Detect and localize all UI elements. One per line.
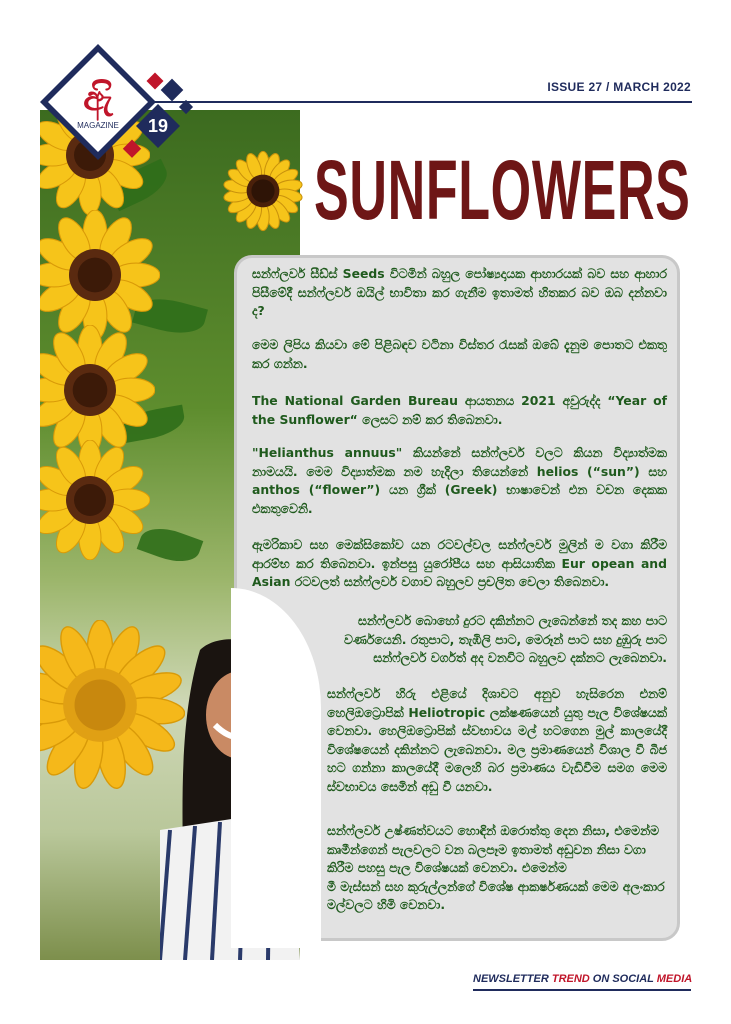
footer-brand xyxy=(473,973,691,995)
footer-rule xyxy=(473,989,691,991)
logo-number: 19 xyxy=(147,116,169,136)
paragraph: සන්ෆ්ලවර් සීඩ්ස් Seeds විටමින් බහුල පෝෂ්‍යදායක ආහාරයක් බව සහ ආහාර පිසීමේදී සන්ෆ්ලවර් ඔයිල් භාවිතා කර ගැනීම ඉතාමත් හිතකර බව ඔබ දන්නවා ද? xyxy=(252,266,667,319)
paragraph: "Helianthus annuus" කියන්නේ සන්ෆ්ලවර් වලට කියන විද්‍යාත්මක නාමයයි. මෙම විද්‍යාත්මක නම හැදිලා තියෙන්නේ helios (“sun”) සහ anthos (“flower”) යන ග්‍රීක් (Greek) භාෂාවෙන් එන වචන දෙකක එකතුවෙනි. xyxy=(252,445,667,516)
paragraph: සන්ෆ්ලවර් උෂ්ණත්වයට හොඳින් ඔරොත්තු දෙන නිසා, එමෙන්ම කෘමීන්ගෙන් පැලවලට වන බලපෑම ඉතාමත් අඩුවන නිසා වගා කිරීම පහසු පැල විශේෂයක් වෙනවා. එමෙන්ම මී මැස්සන් සහ කුරුල්ලන්ගේ විශේෂ ආකර්ෂණයක් මෙම අලංකාර මල්වලට හිමි වෙනවා. xyxy=(327,823,665,913)
paragraph: මෙම ලිපිය කියවා මේ පිළිබඳව වටිනා විස්තර රැසක් ඔබේ දැනුම පොතට එකතු කර ගන්න. xyxy=(252,337,667,371)
logo-glyph: ඇි xyxy=(83,79,113,119)
page-title: SUNFLOWERS xyxy=(314,143,691,237)
sunflower-icon xyxy=(40,325,155,455)
sunflower-icon xyxy=(40,210,160,340)
paragraph: සන්ෆ්ලවර් හිරු එළියේ දිශාවට අනුව හැසිරෙන එනම් හෙලිඔට්‍රොපික් Heliotropic ලක්ෂණයෙන් යුතු පැල විශේෂයක් වෙනවා. හෙලිඔට්‍රොපික් ස්වභාවය මල් හටගෙන මුල් කාලයේදී විශේෂයෙන් දකින්නට ලැබෙනවා. මල ප්‍රමාණයෙන් විශාල වී බීජ හට ගන්නා කාලයේදී මලෙහි බර ප්‍රමාණය වැඩිවීම සමග මෙම ස්වභාවය සෙමින් අඩු වී යනවා. xyxy=(327,686,667,794)
footer-part: NEWSLETTER xyxy=(473,973,552,985)
issue-label: ISSUE 27 / MARCH 2022 xyxy=(547,80,691,94)
footer-part: MEDIA xyxy=(656,973,693,985)
paragraph: සන්ෆ්ලවර් බොහෝ දුරට දකින්නට ලැබෙන්නේ තද කහ පාට වර්ණයෙනි. රතුපාට, තැඹිලි පාට, මෙරූන් පාට සහ දුඹුරු පාට සන්ෆ්ලවර් වර්ගත් අද වනවිට බහුලව දක්නට ලැබෙනවා. xyxy=(344,613,667,666)
sunflower-title-icon xyxy=(222,150,304,232)
footer-part: TREND xyxy=(551,973,590,985)
title-row xyxy=(222,143,691,240)
paragraph: The National Garden Bureau ආයතනය 2021 අවුරුද්ද “Year of the Sunflower“ ලෙසට නම් කර තිබෙනවා. xyxy=(252,393,667,427)
footer-part: ON SOCIAL xyxy=(589,973,657,985)
paragraph: ඇමරිකාව සහ මෙක්සිකෝව යන රටවල්වල සන්ෆ්ලවර් මුලින් ම වගා කිරීම ආරම්භ කර තිබෙනවා. ඉන්පසු යුරෝපීය සහ ආසියාතික Eur opean and Asian රටවලත් සන්ෆ්ලවර් වගාව බහුලව ප්‍රචලිත වෙලා තිබෙනවා. xyxy=(252,537,667,590)
logo-label: MAGAZINE xyxy=(77,121,119,130)
footer-text xyxy=(473,973,692,985)
header-rule xyxy=(150,101,692,103)
sunflower-icon xyxy=(40,440,150,560)
